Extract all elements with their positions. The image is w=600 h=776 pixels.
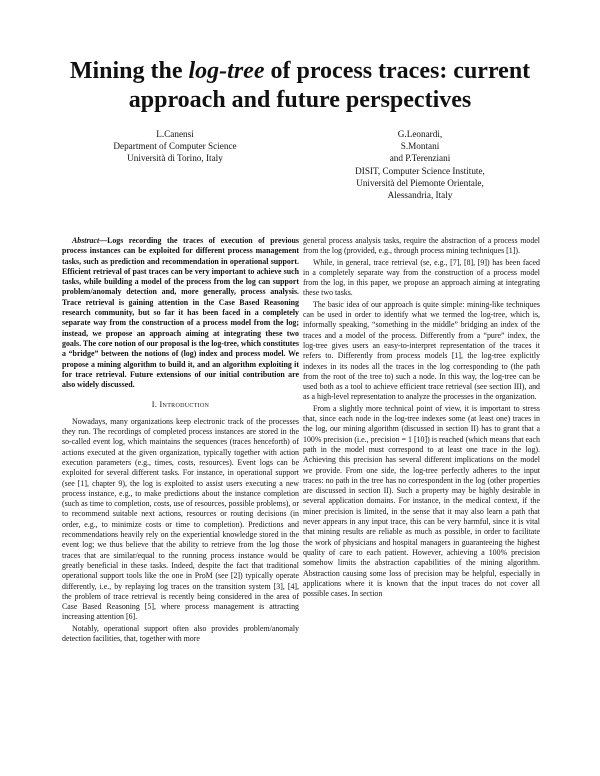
paragraph: Nowadays, many organizations keep electronic track of the processes they run. The recordings of completed process instances are stored in the so-called event log, which maintains the sequences (traces henceforth) of actions executed at the given organization, typically together with action execution parameters (e.g., times, costs, resources). Event logs can be exploited for several different tasks. For instance, in operational support (see [1], chapter 9), the log is exploited to assist users executing a new process instance, e.g., to make predictions about the instance completion (such as time to completion, costs, use of resources, possible problems), or to recommend suitable next actions, resources or routing decisions (in order, e.g., to minimize costs or time to completion). Predictions and recommendations heavily rely on the experiential knowledge stored in the event log; we thus believe that the ability to retrieve from the log those traces that are similar/equal to the running process instance would be greatly beneficial in these tasks. Indeed, despite the fact that traditional operational support tools like the one in ProM (see [2]) typically operate differently, i.e., by replaying log traces on the transition system [3], [4], the problem of trace retrieval is recently being considered in the area of Case Based Reasoning [5], where process management is attracting increasing attention [6]. <box>62 416 299 622</box>
author-name: G.Leonardi, <box>397 129 443 139</box>
author-name: S.Montani <box>400 141 440 152</box>
left-column <box>62 236 299 645</box>
paper-title: Mining the log-tree of process traces: current approach and future perspectives <box>69 58 531 113</box>
title-italic-term: log-tree <box>188 58 265 84</box>
abstract: Abstract—Logs recording the traces of execution of previous process instances can be exploited for different process management tasks, such as prediction and recommendation in operational support. Efficient retrieval of past traces can be very important to achieve such tasks, while building a model of the process from the log can support problem/anomaly detection and, more generally, process analysis. Trace retrieval is gaining attention in the Case Based Reasoning research community, but so far it has been faced in a completely separate way from the construction of a process model from the log; instead, we propose an approach aiming at integrating these two goals. The core notion of our proposal is the log-tree, which constitutes a “bridge” between the notions of (log) index and process model. We propose a mining algorithm to build it, and an algorithm exploiting it for trace retrieval. Future extensions of our initial contribution are also widely discussed. <box>62 236 299 390</box>
right-column <box>303 236 540 600</box>
author-name: and P.Terenziani <box>389 153 451 164</box>
author-affiliation: Università del Piemonte Orientale, <box>356 177 484 188</box>
section-heading-introduction: I. Introduction <box>151 400 210 410</box>
author-affiliation: Alessandria, Italy <box>387 190 453 201</box>
paragraph: The basic idea of our approach is quite simple: mining-like techniques can be used in order to identify what we termed the log-tree, which is, informally speaking, “something in the middle” bridging an index of the traces and a model of the process. Differently from a “pure” index, the log-tree gives users an easy-to-interpret representation of the traces it refers to. Differently from process models [1], the log-tree explicitly indexes in its nodes all the traces in the log corresponding to (the path from the root of the tree to) such a node. In this way, the log-tree can be used both as a tool to achieve efficient trace retrieval (see section III), and as a high-level representation to analyze the processes in the organization. <box>303 299 540 402</box>
author-affiliation: Department of Computer Science <box>113 141 237 152</box>
paragraph: general process analysis tasks, require the abstraction of a process model from the log (provided, e.g., through process mining techniques [1]). <box>303 236 540 256</box>
paragraph: Notably, operational support often also provides problem/anomaly detection facilities, that, together with more <box>62 623 299 643</box>
paragraph: From a slightly more technical point of view, it is important to stress that, since each node in the log-tree indexes some (at least one) traces in the log, our mining algorithm (discussed in section II) has to grant that a 100% precision (i.e., precision = 1 [10]) is reached (which means that each path in the model must correspond to at least one trace in the log). Achieving this precision has several different implications on the model we provide. From one side, the log-tree perfectly adheres to the input traces: no path in the tree has no correspondent in the log (other properties are discussed in section II). Such a property may be highly desirable in several application domains. For instance, in the medical context, if the miner precision is limited, in the sense that it may also learn a path that never appears in any input trace, this can be very harmful, since it is vital that mining results are reliable as much as possible, in order to facilitate the work of physicians and hospital managers in guaranteeing the highest quality of care to each patient. However, achieving a 100% precision somehow limits the abstraction capabilities of the mining algorithm. Abstraction causing some loss of precision may be helpful, especially in applications where it is known that the input traces do not cover all possible cases. In section <box>303 403 540 599</box>
author-affiliation: Università di Torino, Italy <box>127 153 223 164</box>
author-block-2 <box>300 128 540 201</box>
paragraph: While, in general, trace retrieval (se, e.g., [7], [8], [9]) has been faced in a completely separate way from the construction of a process model from the log, in this paper, we propose an approach aiming at integrating these two tasks. <box>303 257 540 298</box>
author-block-1 <box>60 128 290 165</box>
author-name: L.Canensi <box>156 129 194 139</box>
author-affiliation: DISIT, Computer Science Institute, <box>355 165 485 176</box>
